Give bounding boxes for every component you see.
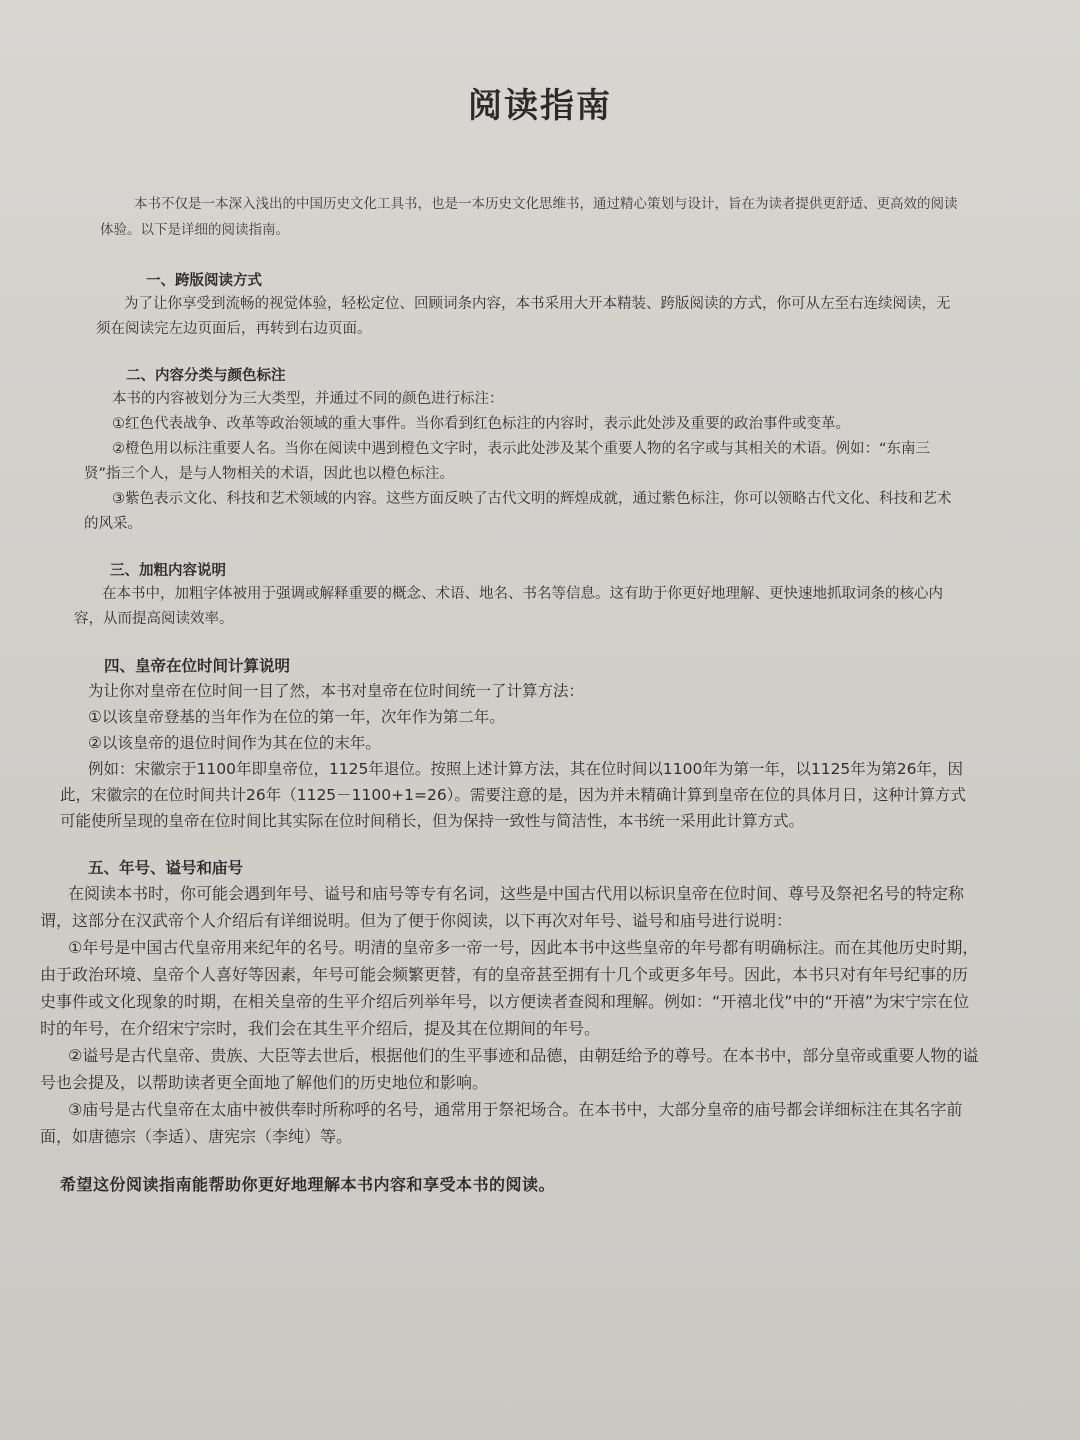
list-item: ②橙色用以标注重要人名。当你在阅读中遇到橙色文字时，表示此处涉及某个重要人物的名字或与其相关的术语。例如：“东南三贤”指三个人，是与人物相关的术语，因此也以橙色标注。 <box>84 441 931 482</box>
section-paragraph: 在阅读本书时，你可能会遇到年号、谥号和庙号等专有名词，这些是中国古代用以标识皇帝在位时间、尊号及祭祀名号的特定称谓，这部分在汉武帝个人介绍后有详细说明。但为了便于你阅读，以下再次对年号、谥号和庙号进行说明： <box>40 884 965 930</box>
section-heading: 五、年号、谥号和庙号 <box>88 859 244 877</box>
section-heading: 二、内容分类与颜色标注 <box>126 368 286 384</box>
section-bold-text <box>60 559 1020 632</box>
intro-paragraph: 本书不仅是一本深入浅出的中国历史文化工具书，也是一本历史文化思维书，通过精心策划与设计，旨在为读者提供更舒适、更高效的阅读体验。以下是详细的阅读指南。 <box>100 196 958 238</box>
page-title: 阅读指南 <box>468 86 612 126</box>
list-item: ③紫色表示文化、科技和艺术领域的内容。这些方面反映了古代文明的辉煌成就，通过紫色标注，你可以领略古代文化、科技和艺术的风采。 <box>84 491 952 532</box>
list-item: ①红色代表战争、改革等政治领域的重大事件。当你看到红色标注的内容时，表示此处涉及重要的政治事件或变革。 <box>112 416 850 432</box>
example-paragraph: 例如：宋徽宗于1100年即皇帝位，1125年退位。按照上述计算方法，其在位时间以1100年为第一年，以1125年为第26年，因此，宋徽宗的在位时间共计26年（1125－1100+1=26）。需要注意的是，因为并未精确计算到皇帝在位的具体月日，这种计算方式可能使所呈现的皇帝在位时间比其实际在位时间稍长，但为保持一致性与简洁性，本书统一采用此计算方式。 <box>60 760 966 830</box>
section-paragraph: 为了让你享受到流畅的视觉体验，轻松定位、回顾词条内容，本书采用大开本精装、跨版阅读的方式，你可从左至右连续阅读，无须在阅读完左边页面后，再转到右边页面。 <box>96 296 951 337</box>
list-item: ③庙号是古代皇帝在太庙中被供奉时所称呼的名号，通常用于祭祀场合。在本书中，大部分皇帝的庙号都会详细标注在其名字前面，如唐德宗（李适）、唐宪宗（李纯）等。 <box>40 1100 963 1146</box>
section-era-names <box>40 856 1020 1150</box>
section-paragraph: 为让你对皇帝在位时间一目了然，本书对皇帝在位时间统一了计算方法： <box>88 682 585 700</box>
section-heading: 一、跨版阅读方式 <box>146 273 262 289</box>
closing-remark: 希望这份阅读指南能帮助你更好地理解本书内容和享受本书的阅读。 <box>60 1175 556 1194</box>
list-item: ②以该皇帝的退位时间作为其在位的末年。 <box>88 734 381 752</box>
section-color-coding <box>60 364 1020 537</box>
section-cross-page-reading <box>60 269 1020 342</box>
list-item: ①年号是中国古代皇帝用来纪年的名号。明清的皇帝多一帝一号，因此本书中这些皇帝的年号都有明确标注。而在其他历史时期，由于政治环境、皇帝个人喜好等因素，年号可能会频繁更替，有的皇帝甚至拥有十几个或更多年号。因此，本书只对有年号纪事的历史事件或文化现象的时期，在相关皇帝的生平介绍后列举年号，以方便读者查阅和理解。例如：“开禧北伐”中的“开禧”为宋宁宗在位时的年号，在介绍宋宁宗时，我们会在其生平介绍后，提及其在位期间的年号。 <box>40 938 979 1038</box>
list-item: ②谥号是古代皇帝、贵族、大臣等去世后，根据他们的生平事迹和品德，由朝廷给予的尊号。在本书中，部分皇帝或重要人物的谥号也会提及，以帮助读者更全面地了解他们的历史地位和影响。 <box>40 1046 979 1092</box>
list-item: ①以该皇帝登基的当年作为在位的第一年，次年作为第二年。 <box>88 708 505 726</box>
section-heading: 四、皇帝在位时间计算说明 <box>104 657 291 675</box>
section-paragraph: 在本书中，加粗字体被用于强调或解释重要的概念、术语、地名、书名等信息。这有助于你更好地理解、更快速地抓取词条的核心内容，从而提高阅读效率。 <box>74 586 943 627</box>
section-heading: 三、加粗内容说明 <box>110 563 226 579</box>
section-reign-calculation <box>60 654 1020 834</box>
section-paragraph: 本书的内容被划分为三大类型，并通过不同的颜色进行标注： <box>112 391 504 407</box>
